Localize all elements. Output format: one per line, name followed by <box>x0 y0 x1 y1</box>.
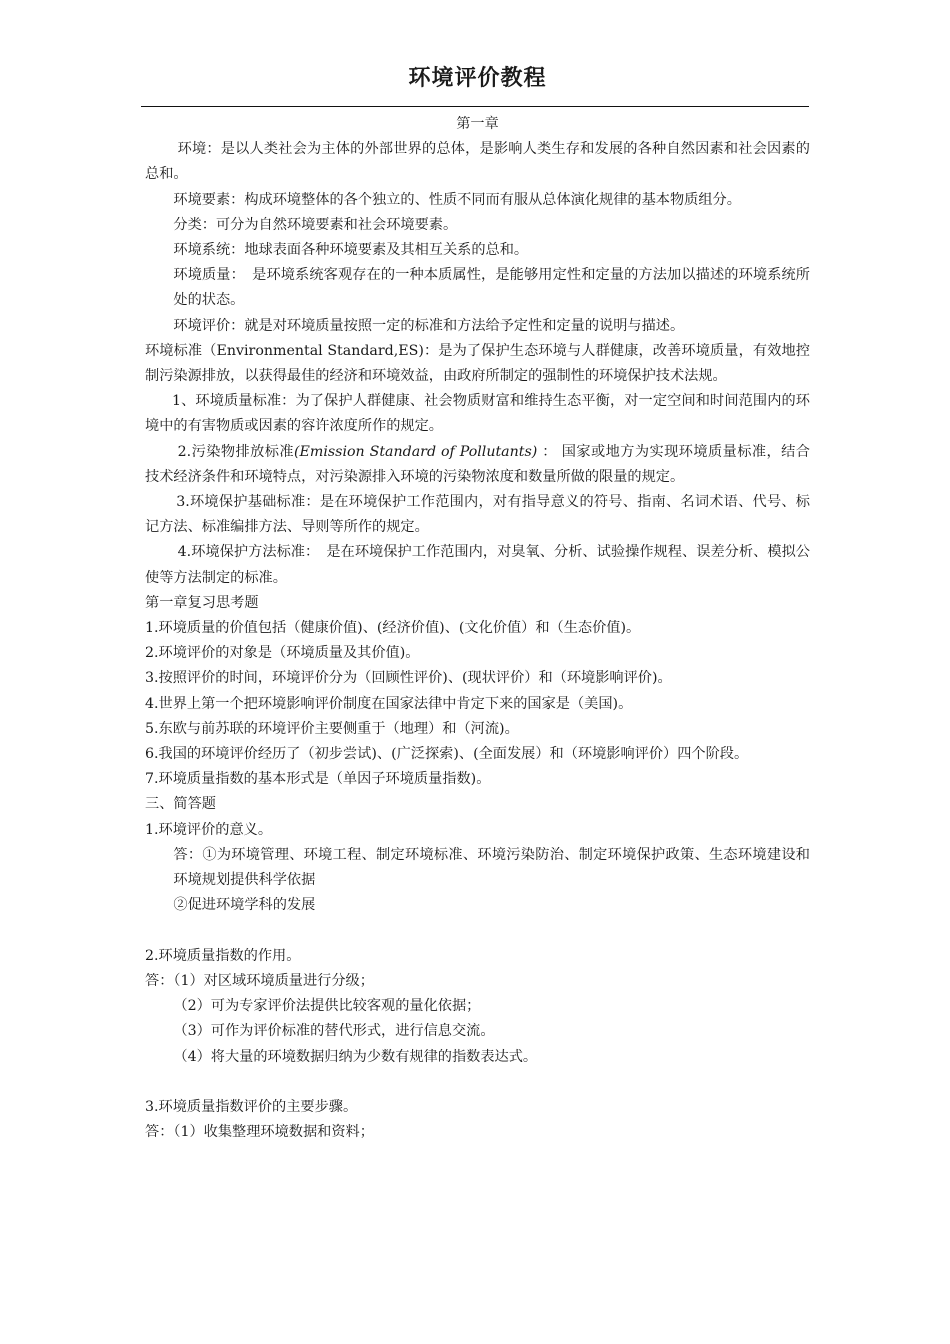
answer-2-part-4: （4）将大量的环境数据归纳为少数有规律的指数表达式。 <box>173 1048 538 1065</box>
question-2: 2.环境质量指数的作用。 <box>145 947 301 964</box>
definition-elements: 环境要素：构成环境整体的各个独立的、性质不同而有服从总体演化规律的基本物质组分。 <box>173 191 741 208</box>
review-item: 7.环境质量指数的基本形式是（单因子环境质量指数)。 <box>145 771 491 788</box>
definition-environment: 环境：是以人类社会为主体的外部世界的总体，是影响人类生存和发展的各种自然因素和社会因素的总和。 <box>145 141 810 183</box>
answer-2-part-3: （3）可作为评价标准的替代形式，进行信息交流。 <box>173 1023 495 1040</box>
standard-method: 4.环境保护方法标准： 是在环境保护工作范围内，对臭氧、分析、试验操作规程、误差分析、模拟公使等方法制定的标准。 <box>145 544 810 586</box>
standard-emission-prefix: 2.污染物排放标准 <box>177 443 295 460</box>
definition-classification: 分类：可分为自然环境要素和社会环境要素。 <box>173 216 458 233</box>
definition-assessment: 环境评价：就是对环境质量按照一定的标准和方法给予定性和定量的说明与描述。 <box>173 317 685 334</box>
review-item: 2.环境评价的对象是（环境质量及其价值)。 <box>145 645 420 662</box>
standard-quality: 1、环境质量标准：为了保护人群健康、社会物质财富和维持生态平衡，对一定空间和时间范围内的环境中的有害物质或因素的容许浓度所作的规定。 <box>145 393 810 435</box>
answer-2-part-1: 答：（1）对区域环境质量进行分级； <box>145 972 374 989</box>
title-divider <box>141 106 809 107</box>
answer-2-part-2: （2）可为专家评价法提供比较客观的量化依据； <box>173 998 481 1015</box>
blank-line <box>145 919 810 944</box>
answer-1-part-1: 答：①为环境管理、环境工程、制定环境标准、环境污染防治、制定环境保护政策、生态环境建设和环境规划提供科学依据 <box>173 846 810 889</box>
definition-system: 环境系统：地球表面各种环境要素及其相互关系的总和。 <box>173 242 529 259</box>
document-body <box>145 112 810 1145</box>
document-title: 环境评价教程 <box>408 66 547 91</box>
review-item: 1.环境质量的价值包括（健康价值)、(经济价值)、(文化价值）和（生态价值)。 <box>145 620 641 637</box>
review-heading: 第一章复习思考题 <box>145 594 259 611</box>
question-1: 1.环境评价的意义。 <box>145 821 273 838</box>
standard-basic: 3.环境保护基础标准：是在环境保护工作范围内，对有指导意义的符号、指南、名词术语、代号、标记方法、标准编排方法、导则等所作的规定。 <box>145 494 810 536</box>
answer-3-part-1: 答：（1）收集整理环境数据和资料； <box>145 1124 374 1141</box>
review-item: 3.按照评价的时间，环境评价分为（回顾性评价)、(现状评价）和（环境影响评价)。 <box>145 670 672 687</box>
short-answer-heading: 三、简答题 <box>145 796 216 813</box>
document-page <box>145 60 810 1141</box>
answer-1-part-2: ②促进环境学科的发展 <box>173 897 316 914</box>
review-item: 5.东欧与前苏联的环境评价主要侧重于（地理）和（河流)。 <box>145 720 519 737</box>
review-item: 6.我国的环境评价经历了（初步尝试)、(广泛探索)、(全面发展）和（环境影响评价）四个阶段。 <box>145 746 749 763</box>
blank-line <box>145 1070 810 1095</box>
question-3: 3.环境质量指数评价的主要步骤。 <box>145 1098 358 1115</box>
definition-quality: 环境质量： 是环境系统客观存在的一种本质属性，是能够用定性和定量的方法加以描述的环境系统所处的状态。 <box>173 267 810 309</box>
chapter-heading: 第一章 <box>456 116 499 132</box>
definition-standard: 环境标准（Environmental Standard,ES)：是为了保护生态环境与人群健康，改善环境质量，有效地控制污染源排放，以获得最佳的经济和环境效益，由政府所制定的强制性的环境保护技术法规。 <box>145 342 810 385</box>
standard-emission-text: ： 国家或地方为实现环境质量标准，结合技术经济条件和环境特点，对污染源排入环境的污染物浓度和数量所做的限量的规定。 <box>145 443 810 485</box>
review-item: 4.世界上第一个把环境影响评价制度在国家法律中肯定下来的国家是（美国)。 <box>145 695 633 712</box>
standard-emission <box>145 440 810 490</box>
standard-emission-english: (Emission Standard of Pollutants) <box>294 443 538 460</box>
